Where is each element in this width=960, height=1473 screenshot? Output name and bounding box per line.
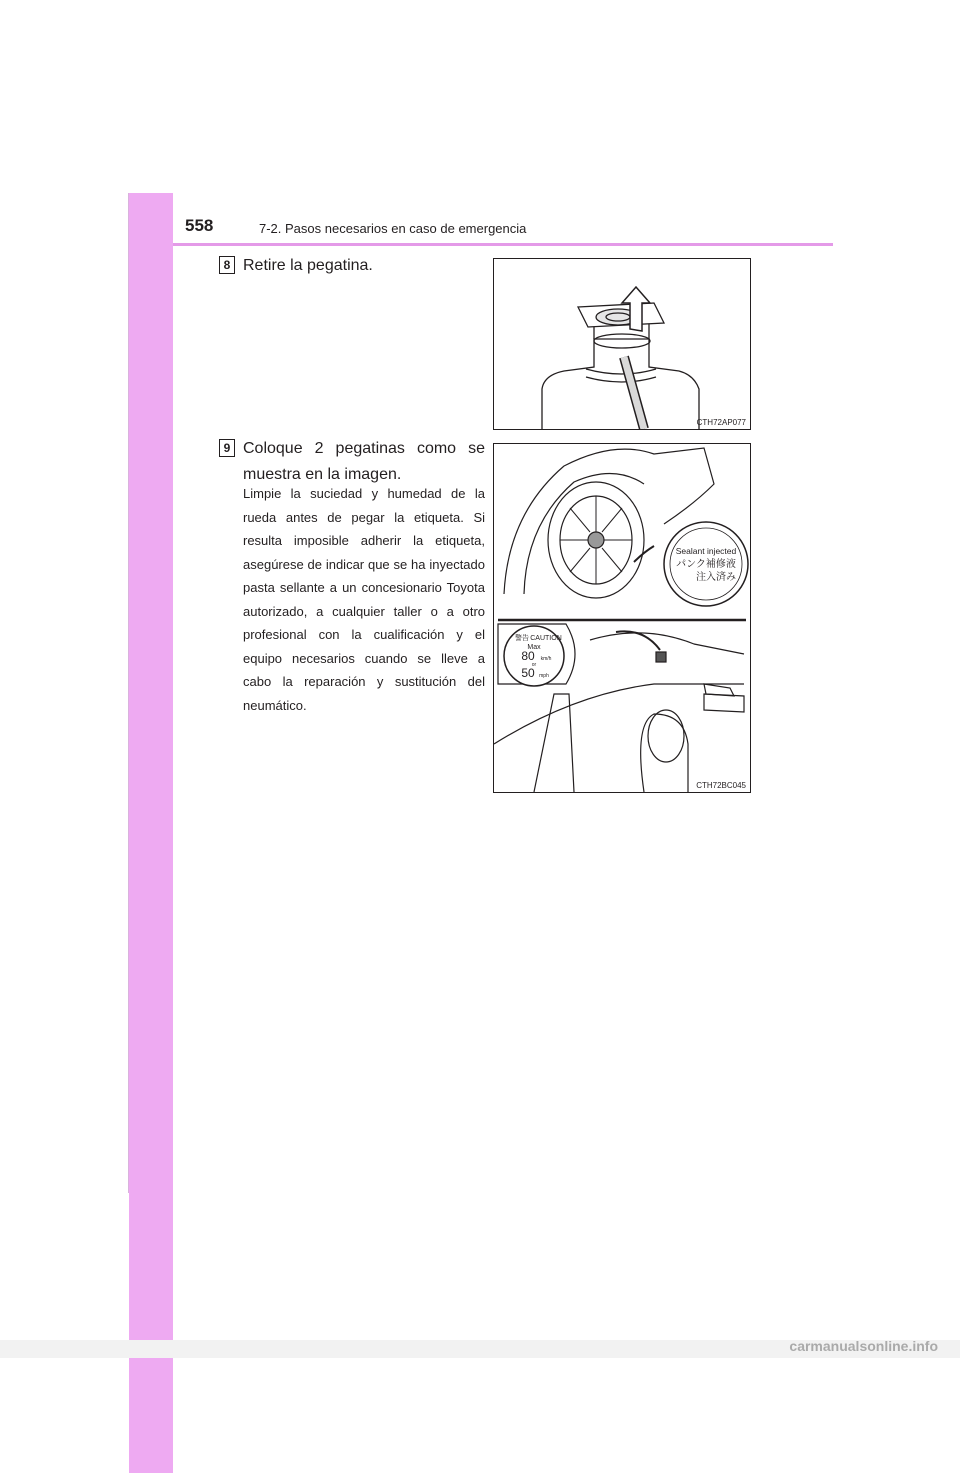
figure-remove-sticker bbox=[493, 258, 751, 430]
caution-speed-kmh: 80 bbox=[521, 649, 535, 663]
step-9-text: Coloque 2 pegatinas como se muestra en la imagen. bbox=[243, 440, 485, 483]
side-margin-line bbox=[128, 193, 129, 1193]
figure-code: CTH72BC045 bbox=[696, 781, 746, 790]
section-title: 7-2. Pasos necesarios en caso de emergencia bbox=[259, 221, 527, 236]
caution-unit-mph: mph bbox=[539, 673, 549, 679]
step-8-text: Retire la pegatina. bbox=[243, 257, 373, 274]
page-number: 558 bbox=[185, 216, 214, 235]
caution-speed-mph: 50 bbox=[521, 666, 535, 680]
sealant-sticker-line3: 注入済み bbox=[696, 572, 736, 583]
caution-or: or bbox=[531, 662, 537, 668]
figure-code: CTH72AP077 bbox=[696, 418, 746, 427]
sealant-sticker-line1: Sealant injected bbox=[675, 546, 737, 556]
sealant-sticker-line2: パンク補修液 bbox=[676, 559, 736, 570]
step-9-badge: 9 bbox=[219, 439, 235, 457]
caution-title: CAUTION bbox=[530, 635, 562, 642]
step-9-note: Limpie la suciedad y humedad de la rueda antes de pegar la etiqueta. Si resulta imposible adherir la etiqueta, asegúrese de indicar que se ha inyectado pasta sellante a un concesionario Toyota autorizado, a cualquier taller o a otro profesional con la cualificación y el equipo necesarios cuando se lleve a cabo la reparación y sustitución del neumático. bbox=[243, 486, 485, 713]
caution-jp: 警告 bbox=[515, 634, 529, 642]
watermark: carmanualsonline.info bbox=[789, 1338, 938, 1354]
caution-max: Max bbox=[527, 644, 541, 651]
placement-illustration bbox=[494, 444, 750, 792]
caution-unit-kmh: km/h bbox=[540, 656, 552, 662]
side-tab-band bbox=[129, 193, 173, 1473]
header-rule bbox=[173, 243, 833, 246]
figure-place-stickers bbox=[493, 443, 751, 793]
step-8-badge: 8 bbox=[219, 256, 235, 274]
bottle-illustration bbox=[494, 259, 750, 429]
